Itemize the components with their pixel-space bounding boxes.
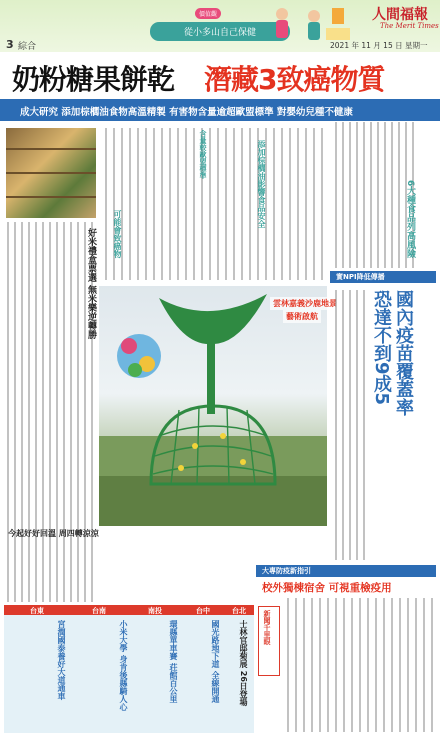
main-headline <box>4 58 436 94</box>
issue-date: 2021 年 11 月 15 日 星期一 <box>330 41 428 50</box>
region-nantou: 南投 <box>148 607 162 615</box>
dz-label: 大專防疫新指引 <box>262 567 311 575</box>
article-body-lines <box>4 222 98 602</box>
photo-caption-1: 雲林嘉義沙鹿地景 <box>270 297 340 310</box>
masthead-logo-sub: The Merit Times <box>380 22 439 30</box>
masthead-logo: 人間福報 <box>372 7 428 23</box>
article-body-lines-mid <box>100 128 328 280</box>
story-taitung: 宮潤國泰養好大道通車 <box>57 620 66 700</box>
story-taipei: 士林官邸菊展 26日登場 <box>239 620 248 706</box>
rice-story-title: 好米禮盒票選 無米樂逆轉勝 <box>86 228 96 340</box>
side-tag-left: 可能會致癌物 <box>113 210 122 258</box>
kicker-tag: 價值觀 <box>195 8 221 19</box>
side-tag-mid2: 含量較歐盟標準 <box>199 130 207 179</box>
news-box-label: 新聞千里眼 <box>263 610 271 645</box>
headline-part2: 潛藏3致癌物質 <box>204 63 385 96</box>
story-tainan: 小米大學 身肯後縣騎人心 <box>119 620 128 711</box>
story-nantou: 環縣單車賽 荘館百公里 <box>169 620 178 703</box>
vaccine-headline-b: 恐達不到9成5 <box>371 290 392 406</box>
npi-label: 實NPI降低傳播 <box>336 273 385 281</box>
subhead: 成大研究 添加棕櫚油食物高溫精製 有害物含量逾超歐盟標準 對嬰幼兒種不健康 <box>20 107 353 118</box>
vaccine-headline-a: 國內疫苗覆蓋率 <box>393 290 414 416</box>
article-body-lines-right <box>332 122 436 268</box>
photo-caption-2: 藝術啟航 <box>283 310 321 323</box>
story-taichung: 國光路地下道 全線開通 <box>211 620 220 703</box>
region-taitung: 台東 <box>30 607 44 615</box>
page-number: 3 <box>6 38 14 51</box>
section-label: 綜合 <box>18 42 37 52</box>
right-tag: 6大種食品列高風險 <box>405 180 415 259</box>
dz-title: 校外獨棟宿舍 可視重檢疫用 <box>262 582 392 594</box>
region-taichung: 台中 <box>196 607 210 615</box>
article-body-lines-npi <box>332 290 368 560</box>
supermarket-shelf-photo <box>6 128 96 218</box>
side-tag-mid1: 添加棕櫚油影響食品安全 <box>257 140 266 228</box>
weather-title: 今起好好回溫 周四轉涼涼 <box>8 529 99 538</box>
headline-part1: 奶粉糖果餅乾 <box>12 63 175 96</box>
article-body-lines-dz <box>284 598 436 732</box>
kicker-text: 從小多山自己保健 <box>150 22 290 41</box>
region-taipei: 台北 <box>232 607 246 615</box>
region-tainan: 台南 <box>92 607 106 615</box>
